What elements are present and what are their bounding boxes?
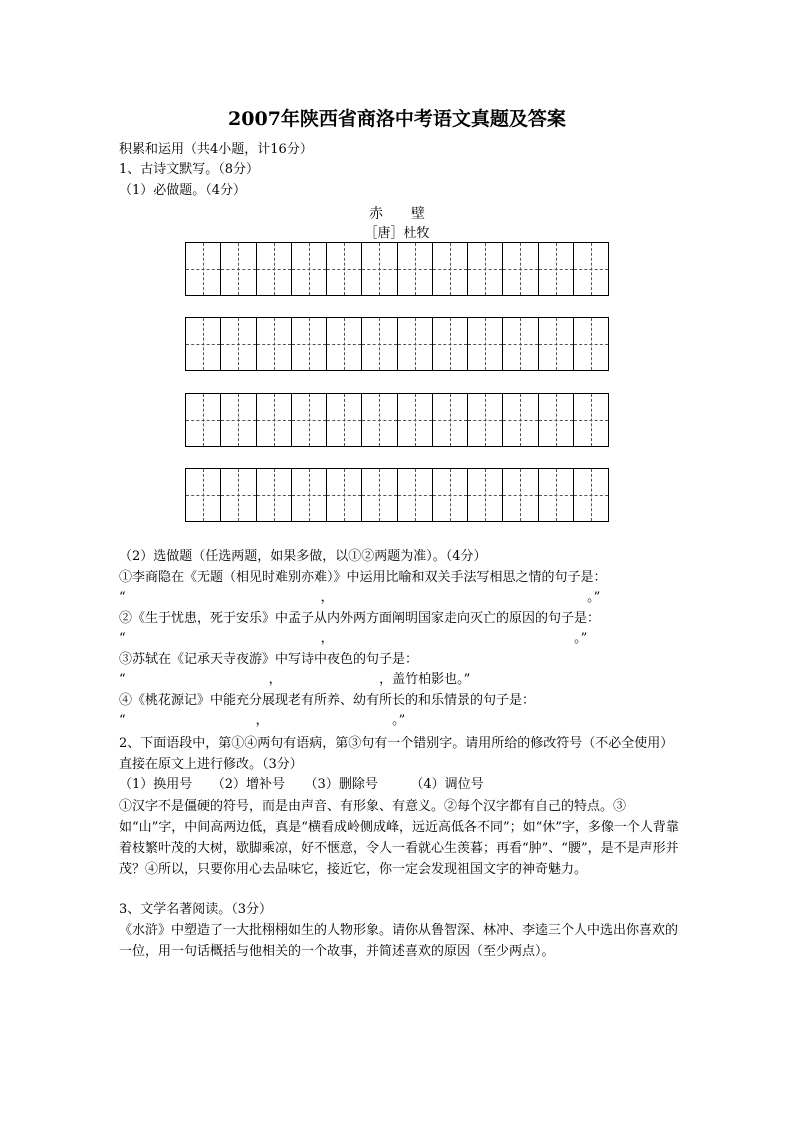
grid-cell[interactable] <box>221 243 256 295</box>
grid-cell[interactable] <box>503 243 538 295</box>
grid-row <box>185 242 609 296</box>
grid-row <box>185 317 609 371</box>
grid-cell[interactable] <box>503 469 538 521</box>
grid-cell[interactable] <box>398 243 433 295</box>
grid-cell[interactable] <box>433 469 468 521</box>
grid-cell[interactable] <box>186 394 221 446</box>
grid-cell[interactable] <box>468 318 503 370</box>
grid-cell[interactable] <box>292 469 327 521</box>
q2-symbols: （1）换用号 （2）增补号 （3）删除号 （4）调位号 <box>119 777 484 792</box>
grid-cell[interactable] <box>468 469 503 521</box>
q1-part2: （2）选做题（任选两题，如果多做，以①②两题为准）。（4分） <box>119 549 487 564</box>
grid-cell[interactable] <box>433 318 468 370</box>
grid-row <box>185 393 609 447</box>
grid-cell[interactable] <box>221 469 256 521</box>
grid-cell[interactable] <box>574 394 608 446</box>
grid-cell[interactable] <box>433 243 468 295</box>
grid-cell[interactable] <box>539 469 574 521</box>
grid-cell[interactable] <box>327 469 362 521</box>
q2-passage: ①汉字不是僵硬的符号，而是由声音、有形象、有意义。②每个汉字都有自己的特点。③如“山”字，中间高两边低，真是“横看成岭侧成峰，远近高低各不同”；如“休”字，多像一个人背靠着枝繁叶茂的大树，歇脚乘凉，好不惬意，令人一看就心生羡暮；再看“肿”、“腰”，是不是声形并茂？④所以，只要你用心去品味它，接近它，你一定会发现祖国文字的神奇魅力。 <box>119 799 679 877</box>
poem-title: 赤 壁 <box>369 206 425 222</box>
grid-cell[interactable] <box>327 318 362 370</box>
grid-cell[interactable] <box>292 394 327 446</box>
grid-cell[interactable] <box>574 243 608 295</box>
grid-cell[interactable] <box>468 394 503 446</box>
grid-cell[interactable] <box>398 469 433 521</box>
section-heading: 积累和运用（共4小题，计16分） <box>119 142 313 157</box>
grid-cell[interactable] <box>398 394 433 446</box>
q2-heading: 2、下面语段中，第①④两句有语病，第③句有一个错别字。请用所给的修改符号（不必全使用）直接在原文上进行修改。（3分） <box>119 736 674 772</box>
grid-cell[interactable] <box>327 243 362 295</box>
grid-cell[interactable] <box>398 318 433 370</box>
q3-body: 《水浒》中塑造了一大批栩栩如生的人物形象。请你从鲁智深、林冲、李逵三个人中选出你喜欢的一位，用一句话概括与他相关的一个故事，并简述喜欢的原因（至少两点）。 <box>119 923 679 959</box>
grid-cell[interactable] <box>468 243 503 295</box>
q1-item-3-blank[interactable]: “ ， ，盖竹柏影也。” <box>119 672 471 687</box>
poem-author: ［唐］杜牧 <box>364 226 430 241</box>
grid-cell[interactable] <box>257 243 292 295</box>
grid-cell[interactable] <box>186 469 221 521</box>
grid-cell[interactable] <box>574 469 608 521</box>
grid-cell[interactable] <box>327 394 362 446</box>
q1-item-1-blank[interactable]: “ ， 。” <box>119 590 601 605</box>
grid-cell[interactable] <box>292 318 327 370</box>
q1-item-1-prompt: ①李商隐在《无题（相见时难别亦难）》中运用比喻和双关手法写相思之情的句子是： <box>119 570 607 585</box>
q3-heading: 3、文学名著阅读。（3分） <box>119 902 273 917</box>
q1-item-4-blank[interactable]: “ ， 。” <box>119 713 406 728</box>
grid-cell[interactable] <box>257 394 292 446</box>
grid-cell[interactable] <box>362 318 397 370</box>
q1-item-2-prompt: ②《生于忧患，死于安乐》中孟子从内外两方面阐明国家走向灭亡的原因的句子是： <box>119 611 601 626</box>
grid-cell[interactable] <box>539 318 574 370</box>
grid-cell[interactable] <box>574 318 608 370</box>
grid-cell[interactable] <box>539 243 574 295</box>
grid-cell[interactable] <box>539 394 574 446</box>
q1-part1: （1）必做题。（4分） <box>119 183 247 198</box>
grid-cell[interactable] <box>362 394 397 446</box>
grid-cell[interactable] <box>186 318 221 370</box>
q1-item-2-blank[interactable]: “ ， 。” <box>119 631 588 646</box>
grid-cell[interactable] <box>292 243 327 295</box>
grid-row <box>185 468 609 522</box>
page-title: 2007年陕西省商洛中考语文真题及答案 <box>228 108 566 130</box>
grid-cell[interactable] <box>221 318 256 370</box>
q1-item-4-prompt: ④《桃花源记》中能充分展现老有所养、幼有所长的和乐情景的句子是： <box>119 693 536 708</box>
grid-cell[interactable] <box>257 318 292 370</box>
grid-cell[interactable] <box>186 243 221 295</box>
grid-cell[interactable] <box>503 318 538 370</box>
q1-item-3-prompt: ③苏轼在《记承天寺夜游》中写诗中夜色的句子是： <box>119 652 419 667</box>
grid-cell[interactable] <box>221 394 256 446</box>
grid-cell[interactable] <box>503 394 538 446</box>
grid-cell[interactable] <box>362 469 397 521</box>
q1-heading: 1、古诗文默写。（8分） <box>119 162 260 177</box>
grid-cell[interactable] <box>362 243 397 295</box>
grid-cell[interactable] <box>257 469 292 521</box>
grid-cell[interactable] <box>433 394 468 446</box>
